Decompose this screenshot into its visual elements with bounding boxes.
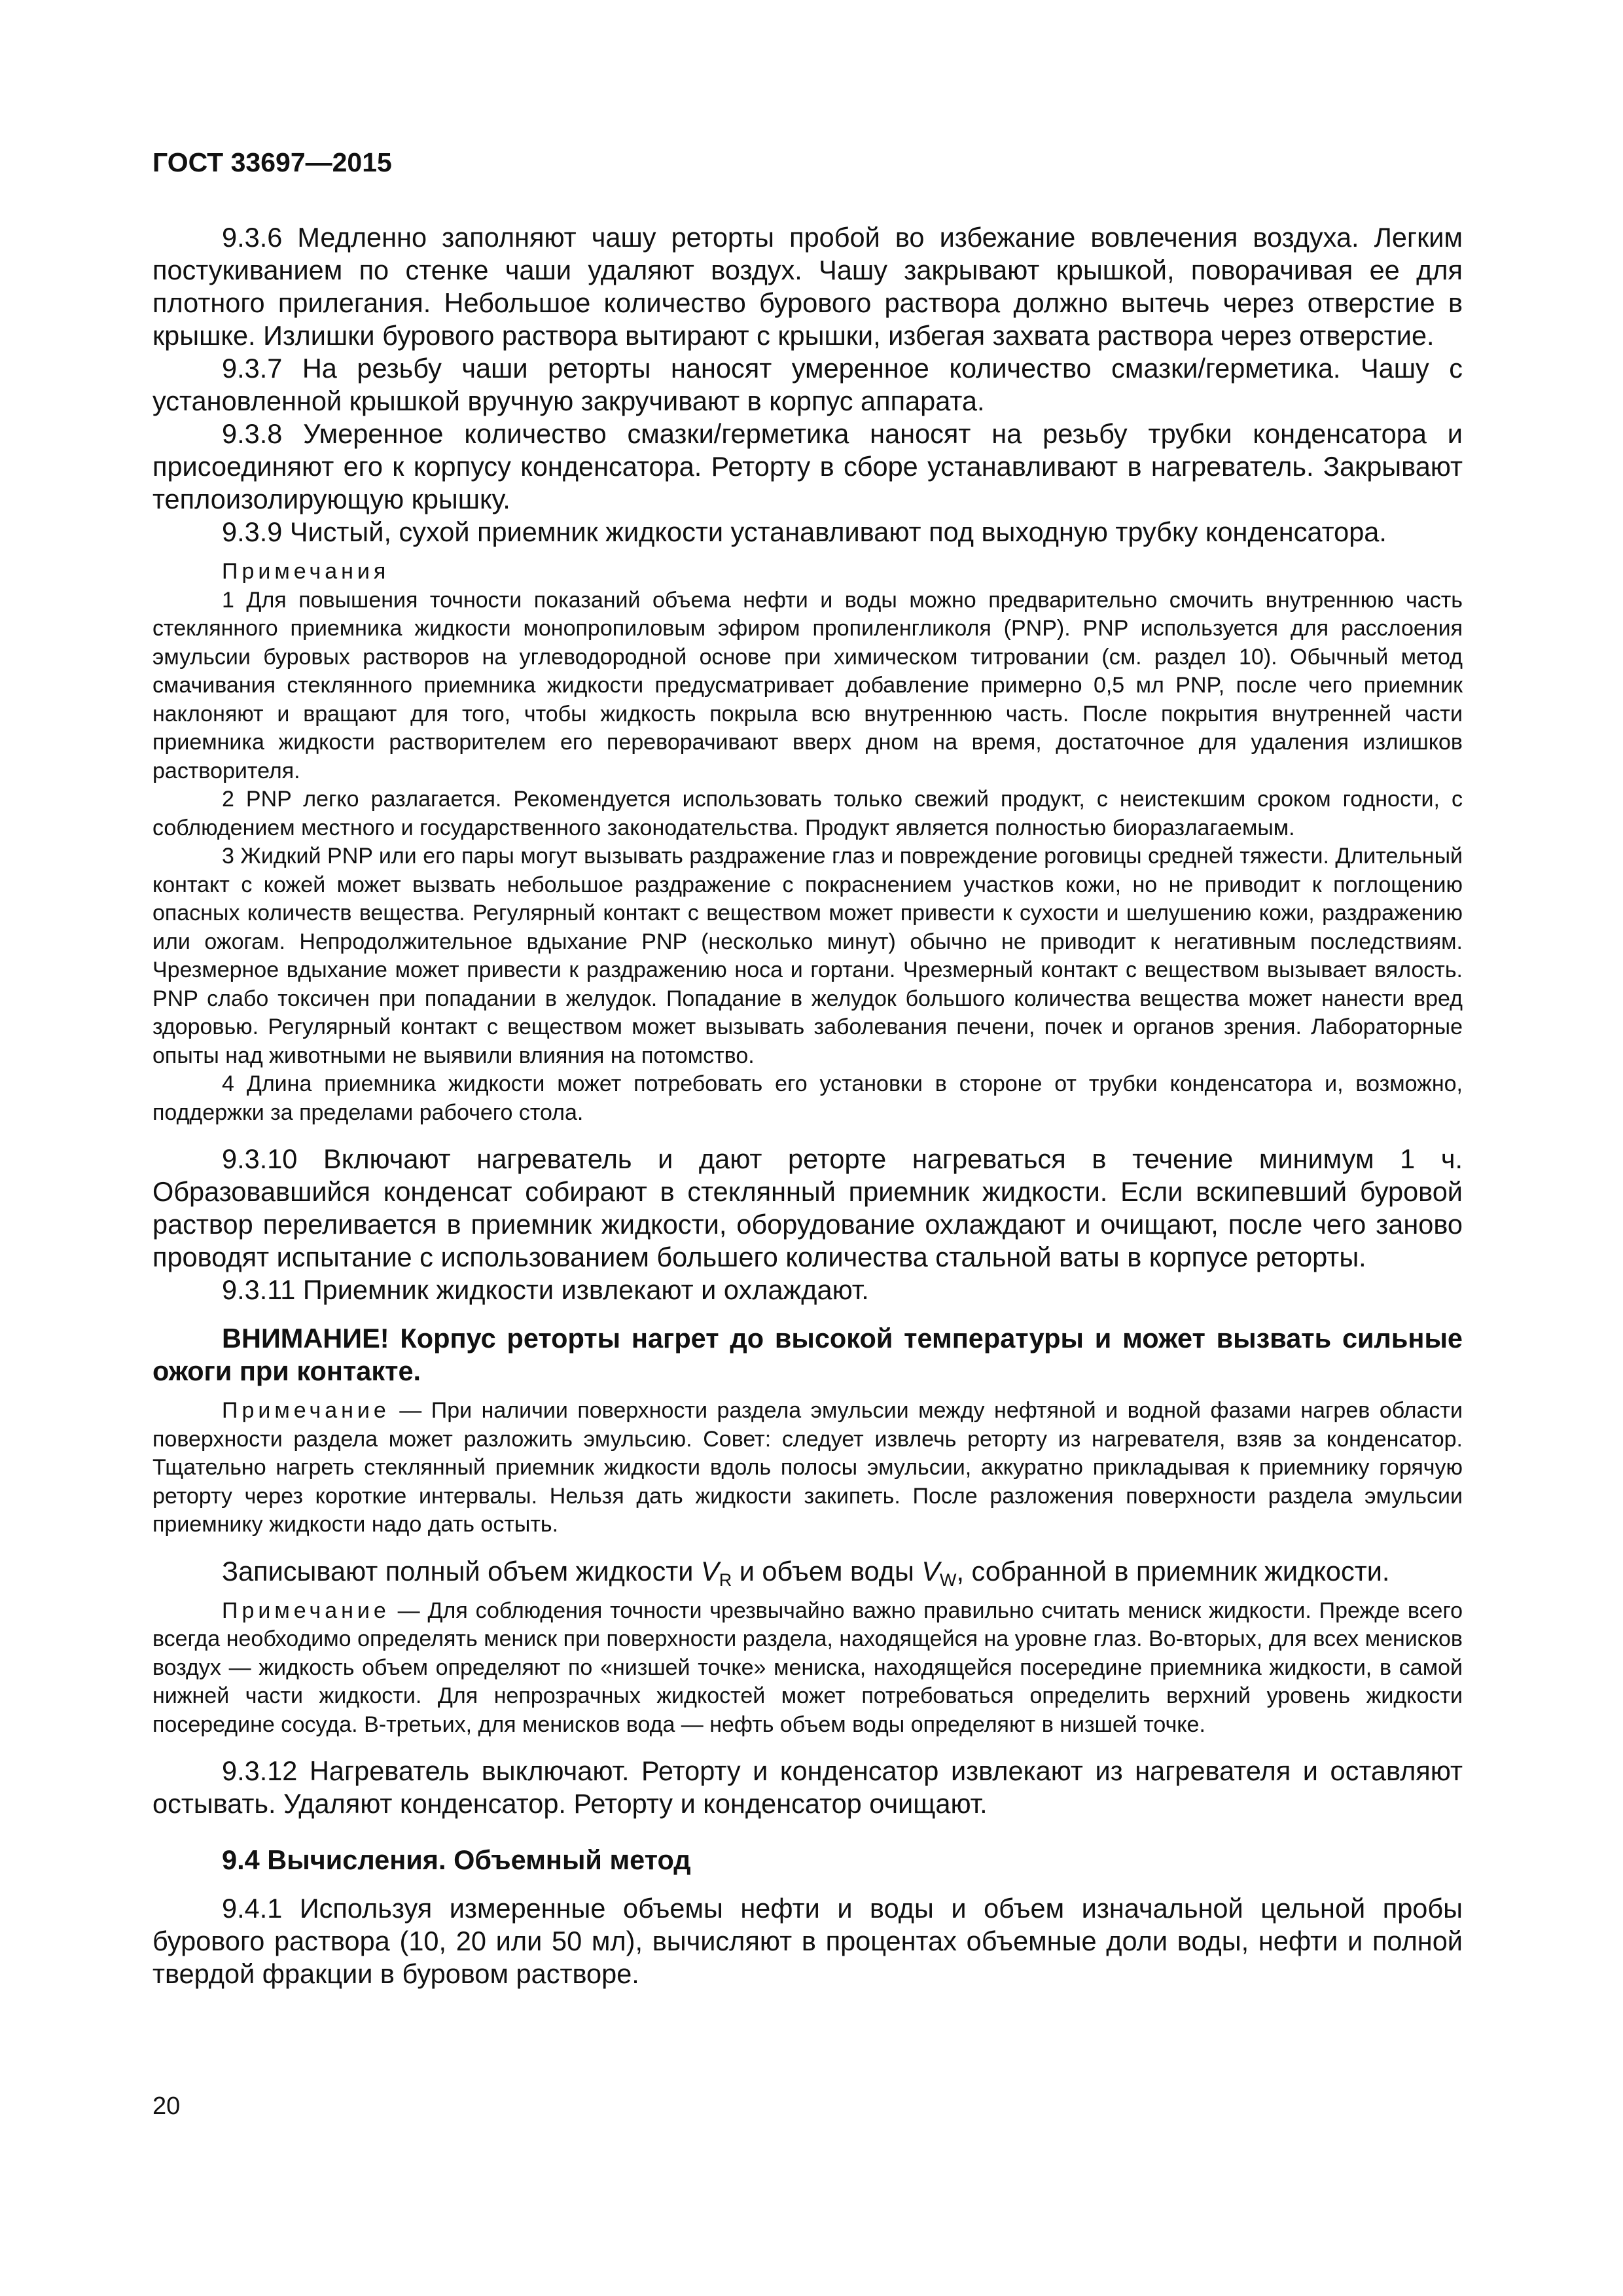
- record-text-1: Записывают полный объем жидкости: [222, 1555, 701, 1587]
- note-meniscus-text: — Для соблюдения точности чрезвычайно важно правильно считать мениск жидкости. Прежде всего всегда необходимо определять мениск при поверхности раздела, находящейся на уровне глаз. Во-вторых, для всех менисков воздух — жидкость объем определяют по «низшей точке» мениска, находящейся посередине приемника жидкости, в самой нижней части жидкости. Для непрозрачных жидкостей может потребоваться определить верхний уровень жидкости посередине сосуда. В-третьих, для менисков вода — нефть объем воды определяют в низшей точке.: [152, 1598, 1463, 1737]
- note-label: Примечание: [222, 1598, 390, 1623]
- paragraph-9-3-12: 9.3.12 Нагреватель выключают. Реторту и конденсатор извлекают из нагревателя и оставляют остывать. Удаляют конденсатор. Реторту и конденсатор очищают.: [152, 1755, 1463, 1819]
- page-number: 20: [152, 2092, 181, 2120]
- warning-text: ВНИМАНИЕ! Корпус реторты нагрет до высокой температуры и может вызвать сильные ожоги при контакте.: [152, 1323, 1463, 1386]
- note-meniscus: [152, 1597, 1463, 1740]
- var-v-r: V: [701, 1555, 719, 1587]
- paragraph-9-4-1: 9.4.1 Используя измеренные объемы нефти и воды и объем изначальной цельной пробы бурового раствора (10, 20 или 50 мл), вычисляют в процентах объемные доли воды, нефти и полной твердой фракции в буровом растворе.: [152, 1893, 1463, 1989]
- note-3: 3 Жидкий PNP или его пары могут вызывать раздражение глаз и повреждение роговицы средней тяжести. Длительный контакт с кожей может вызвать небольшое раздражение с покраснением участков кожи, но не приводит к поглощению опасных количеств вещества. Регулярный контакт с веществом может привести к сухости и шелушению кожи, раздражению или ожогам. Непродолжительное вдыхание PNP (несколько минут) обычно не приводит к негативным последствиям. Чрезмерное вдыхание может привести к раздражению носа и гортани. Чрезмерный контакт с веществом вызывает вялость. PNP слабо токсичен при попадании в желудок. Попадание в желудок большого количества вещества может нанести вред здоровью. Регулярный контакт с веществом может вызывать заболевания печени, почек и органов зрения. Лабораторные опыты над животными не выявили влияния на потомство.: [152, 844, 1463, 1068]
- subscript-r: R: [719, 1570, 732, 1590]
- record-text-3: , собранной в приемник жидкости.: [956, 1555, 1390, 1587]
- paragraph-9-3-6: 9.3.6 Медленно заполняют чашу реторты пробой во избежание вовлечения воздуха. Легким постукиванием по стенке чаши удаляют воздух. Чашу закрывают крышкой, поворачивая ее для плотного прилегания. Небольшое количество бурового раствора должно вытечь через отверстие в крышке. Излишки бурового раствора вытирают с крышки, избегая захвата раствора через отверстие.: [152, 222, 1463, 351]
- section-heading-9-4: 9.4 Вычисления. Объемный метод: [222, 1844, 691, 1875]
- record-volumes-paragraph: [152, 1555, 1463, 1588]
- note-2: 2 PNP легко разлагается. Рекомендуется использовать только свежий продукт, с неистекшим сроком годности, с соблюдением местного и государственного законодательства. Продукт является полностью биоразлагаемым.: [152, 787, 1463, 840]
- note-label: Примечание: [222, 1398, 390, 1423]
- var-v-w: V: [921, 1555, 940, 1587]
- note-emulsion: [152, 1397, 1463, 1539]
- document-body: [152, 221, 1463, 1990]
- note-emulsion-text: — При наличии поверхности раздела эмульсии между нефтяной и водной фазами нагрев области поверхности раздела может разложить эмульсию. Совет: следует извлечь реторту из нагревателя, взяв за конденсатор. Тщательно нагреть стеклянный приемник жидкости вдоль полосы эмульсии, аккуратно прикладывая к приемнику горячую реторту через короткие интервалы. Нельзя дать жидкости закипеть. После разложения поверхности раздела эмульсии приемнику жидкости надо дать остыть.: [152, 1398, 1463, 1537]
- paragraph-9-3-8: 9.3.8 Умеренное количество смазки/герметика наносят на резьбу трубки конденсатора и присоединяют его к корпусу конденсатора. Реторту в сборе устанавливают в нагреватель. Закрывают теплоизолирующую крышку.: [152, 418, 1463, 514]
- record-text-2: и объем воды: [732, 1555, 922, 1587]
- paragraph-9-3-7: 9.3.7 На резьбу чаши реторты наносят умеренное количество смазки/герметика. Чашу с установленной крышкой вручную закручивают в корпус аппарата.: [152, 353, 1463, 416]
- paragraph-9-3-9: 9.3.9 Чистый, сухой приемник жидкости устанавливают под выходную трубку конденсатора.: [222, 516, 1387, 547]
- subscript-w: W: [940, 1570, 957, 1590]
- document-header: ГОСТ 33697—2015: [152, 147, 392, 177]
- note-4: 4 Длина приемника жидкости может потребовать его установки в стороне от трубки конденсатора и, возможно, поддержки за пределами рабочего стола.: [152, 1071, 1463, 1125]
- paragraph-9-3-10: 9.3.10 Включают нагреватель и дают реторте нагреваться в течение минимум 1 ч. Образовавшийся конденсат собирают в стеклянный приемник жидкости. Если вскипевший буровой раствор переливается в приемник жидкости, оборудование охлаждают и очищают, после чего заново проводят испытание с использованием большего количества стальной ваты в корпусе реторты.: [152, 1143, 1463, 1272]
- note-1: 1 Для повышения точности показаний объема нефти и воды можно предварительно смочить внутреннюю часть стеклянного приемника жидкости монопропиловым эфиром пропиленгликоля (PNP). PNP используется для расслоения эмульсии буровых растворов на углеводородной основе при химическом титровании (см. раздел 10). Обычный метод смачивания стеклянного приемника жидкости предусматривает добавление примерно 0,5 мл PNP, после чего приемник наклоняют и вращают для того, чтобы жидкость покрыла всю внутреннюю часть. После покрытия внутренней части приемника жидкости растворителем его переворачивают вверх дном на время, достаточное для удаления излишков растворителя.: [152, 587, 1463, 783]
- notes-title: Примечания: [222, 559, 390, 584]
- paragraph-9-3-11: 9.3.11 Приемник жидкости извлекают и охлаждают.: [222, 1274, 869, 1305]
